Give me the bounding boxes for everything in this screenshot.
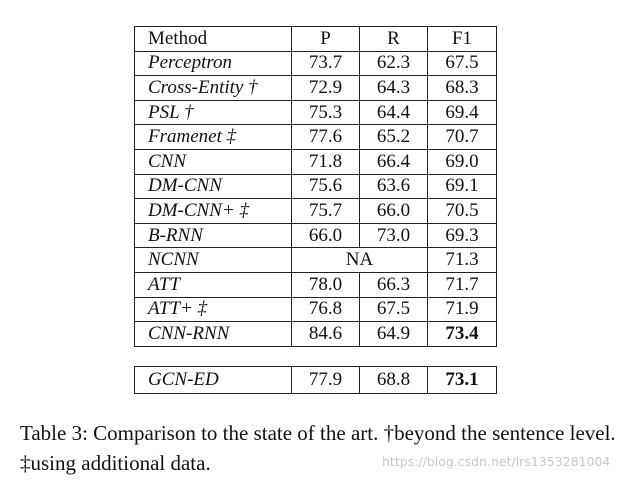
p-cell: 76.8 [292, 297, 360, 322]
method-cell: Cross-Entity † [135, 76, 292, 101]
f1-cell: 71.7 [428, 272, 497, 297]
r-cell: 66.4 [360, 149, 428, 174]
r-cell: 65.2 [360, 125, 428, 150]
f1-cell: 69.0 [428, 149, 497, 174]
method-cell: Framenet ‡ [135, 125, 292, 150]
header-p: P [292, 27, 360, 52]
f1-cell: 70.5 [428, 199, 497, 224]
p-cell: 77.6 [292, 125, 360, 150]
method-cell: CNN-RNN [135, 322, 292, 347]
table-row [135, 223, 497, 248]
table-row [135, 322, 497, 347]
na-merged-cell: NA [292, 248, 428, 273]
table-row [135, 125, 497, 150]
p-cell: 71.8 [292, 149, 360, 174]
method-cell: PSL † [135, 100, 292, 125]
f1-cell-best: 73.1 [428, 367, 497, 394]
r-cell: 68.8 [360, 367, 428, 394]
method-cell: DM-CNN+ ‡ [135, 199, 292, 224]
table-row [135, 297, 497, 322]
p-cell: 84.6 [292, 322, 360, 347]
method-cell: NCNN [135, 248, 292, 273]
table-caption: Table 3: Comparison to the state of the art. †beyond the sentence level. ‡using additional data. [20, 421, 616, 475]
r-cell: 73.0 [360, 223, 428, 248]
p-cell: 73.7 [292, 51, 360, 76]
r-cell: 64.9 [360, 322, 428, 347]
f1-cell: 70.7 [428, 125, 497, 150]
f1-cell: 69.1 [428, 174, 497, 199]
r-cell: 62.3 [360, 51, 428, 76]
results-table [134, 26, 497, 347]
method-cell: ATT [135, 272, 292, 297]
p-cell: 75.3 [292, 100, 360, 125]
r-cell: 63.6 [360, 174, 428, 199]
p-cell: 75.6 [292, 174, 360, 199]
table-row [135, 367, 497, 394]
r-cell: 67.5 [360, 297, 428, 322]
header-row [135, 27, 497, 52]
method-cell: B-RNN [135, 223, 292, 248]
p-cell: 77.9 [292, 367, 360, 394]
f1-cell: 67.5 [428, 51, 497, 76]
method-cell: GCN-ED [135, 367, 292, 394]
r-cell: 64.3 [360, 76, 428, 101]
table-row [135, 76, 497, 101]
table-row [135, 174, 497, 199]
f1-cell: 71.9 [428, 297, 497, 322]
r-cell: 64.4 [360, 100, 428, 125]
f1-cell-best: 73.4 [428, 322, 497, 347]
table-row [135, 272, 497, 297]
header-f1: F1 [428, 27, 497, 52]
table-row [135, 199, 497, 224]
table-row [135, 248, 497, 273]
header-method: Method [135, 27, 292, 52]
method-cell: Perceptron [135, 51, 292, 76]
watermark-text: https://blog.csdn.net/lrs1353281004 [382, 454, 611, 469]
method-cell: ATT+ ‡ [135, 297, 292, 322]
r-cell: 66.3 [360, 272, 428, 297]
f1-cell: 69.4 [428, 100, 497, 125]
p-cell: 75.7 [292, 199, 360, 224]
table-row [135, 100, 497, 125]
r-cell: 66.0 [360, 199, 428, 224]
method-cell: CNN [135, 149, 292, 174]
p-cell: 78.0 [292, 272, 360, 297]
header-r: R [360, 27, 428, 52]
method-cell: DM-CNN [135, 174, 292, 199]
table-row [135, 51, 497, 76]
proposed-method-table [134, 366, 497, 394]
p-cell: 72.9 [292, 76, 360, 101]
table-row [135, 149, 497, 174]
f1-cell: 69.3 [428, 223, 497, 248]
f1-cell: 68.3 [428, 76, 497, 101]
f1-cell: 71.3 [428, 248, 497, 273]
p-cell: 66.0 [292, 223, 360, 248]
